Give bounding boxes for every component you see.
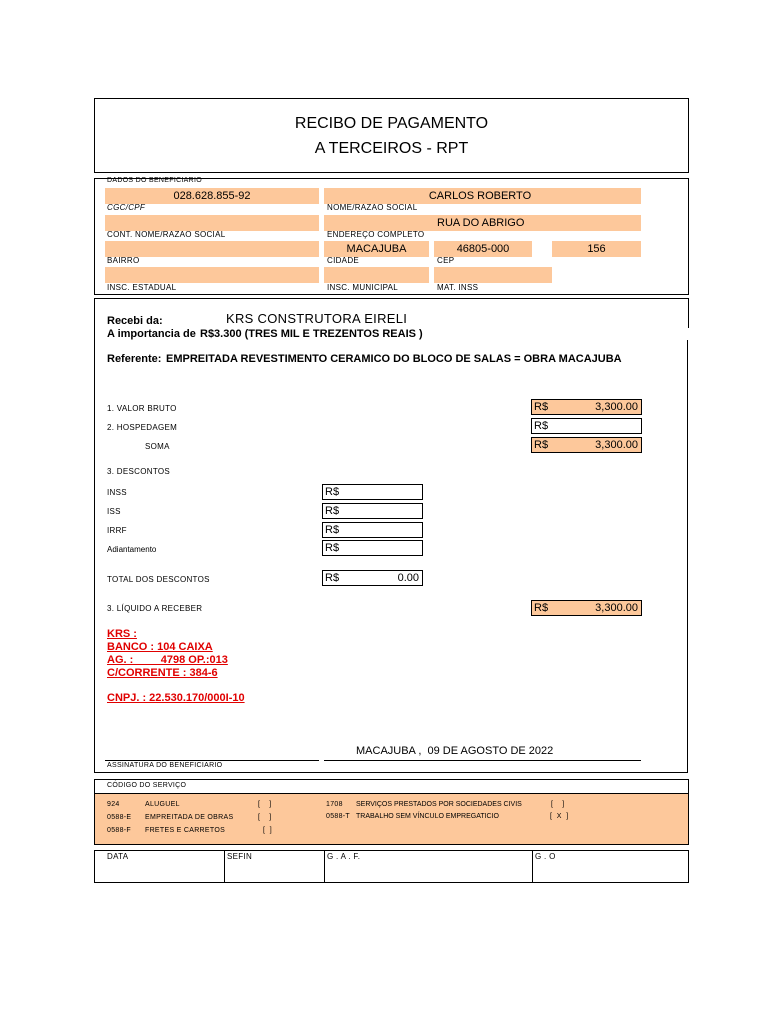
bairro-label: BAIRRO	[107, 256, 140, 265]
nome-label: NOME/RAZAO SOCIAL	[327, 203, 418, 212]
banco-conta: C/CORRENTE : 384-6	[107, 667, 218, 679]
main-box-right-lower	[687, 340, 688, 772]
servico-row-desc: SERVIÇOS PRESTADOS POR SOCIEDADES CIVIS	[356, 801, 522, 808]
servico-row-mark: [ ]	[258, 801, 272, 808]
currency-symbol: R$	[325, 486, 340, 498]
nome-value: CARLOS ROBERTO	[428, 190, 532, 202]
servico-row-desc: TRABALHO SEM VÍNCULO EMPREGATICIO	[356, 813, 500, 820]
mat-inss-label: MAT. INSS	[437, 283, 479, 292]
currency-symbol: R$	[534, 439, 549, 451]
servico-row-mark: [ ]	[258, 814, 272, 821]
total-descontos-value: 0.00	[397, 572, 419, 584]
importancia-value: R$3.300 (TRES MIL E TREZENTOS REAIS )	[200, 328, 423, 340]
adiantamento-box	[322, 540, 423, 556]
mat-inss-field	[434, 267, 552, 283]
beneficiario-section-label: DADOS DO BENEFICIARIO	[107, 177, 202, 184]
numero-value: 156	[587, 243, 606, 255]
local-data: MACAJUBA , 09 DE AGOSTO DE 2022	[356, 745, 554, 757]
footer-gaf: G . A . F.	[327, 852, 361, 861]
cep-label: CEP	[437, 256, 455, 265]
servico-row-desc: EMPREITADA DE OBRAS	[145, 814, 234, 821]
insc-municipal-field	[324, 267, 429, 283]
inss-box	[322, 484, 423, 500]
servico-row-code: 0588-E	[107, 814, 132, 821]
currency-symbol: R$	[534, 602, 549, 614]
recebi-value: KRS CONSTRUTORA EIRELI	[226, 311, 408, 326]
iss-box	[322, 503, 423, 519]
endereco-label: ENDEREÇO COMPLETO	[327, 230, 425, 239]
servico-row-code: 1708	[326, 801, 343, 808]
referente-label: Referente:	[107, 353, 162, 365]
currency-symbol: R$	[534, 401, 549, 413]
insc-municipal-label: INSC. MUNICIPAL	[327, 283, 399, 292]
servico-row-code: 0588-T	[326, 813, 350, 820]
cont-nome-field	[105, 215, 319, 231]
cep-value: 46805-000	[456, 243, 510, 255]
soma-value: 3,300.00	[595, 439, 638, 451]
cont-nome-label: CONT. NOME/RAZAO SOCIAL	[107, 230, 226, 239]
liquido-label: 3. LÍQUIDO A RECEBER	[107, 604, 203, 613]
servico-row-code: 924	[107, 801, 120, 808]
adiantamento-label: Adiantamento	[107, 545, 157, 554]
inss-label: INSS	[107, 488, 127, 497]
bairro-field	[105, 241, 319, 257]
servico-row-mark: [ ]	[551, 801, 565, 808]
servico-row-mark: [ ]	[263, 827, 272, 834]
importancia-label: A importancia de	[107, 328, 196, 340]
soma-box	[531, 437, 642, 453]
main-box-right-upper	[688, 298, 689, 328]
servico-row-desc: ALUGUEL	[145, 801, 180, 808]
cpf-label: CGC/CPF	[107, 203, 146, 212]
currency-symbol: R$	[325, 505, 340, 517]
insc-estadual-field	[105, 267, 319, 283]
hospedagem-box	[531, 418, 642, 434]
servico-row-mark: [ X ]	[550, 813, 569, 820]
liquido-box	[531, 600, 642, 616]
hospedagem-label: 2. HOSPEDAGEM	[107, 423, 178, 432]
liquido-value: 3,300.00	[595, 602, 638, 614]
cidade-label: CIDADE	[327, 256, 360, 265]
signature-line	[105, 760, 319, 761]
footer-divider	[324, 850, 325, 883]
footer-data: DATA	[107, 852, 129, 861]
insc-estadual-label: INSC. ESTADUAL	[107, 283, 177, 292]
header-box	[94, 98, 689, 173]
main-box-bottom	[94, 772, 688, 773]
endereco-value: RUA DO ABRIGO	[437, 217, 525, 229]
title-line-2: A TERCEIROS - RPT	[314, 140, 469, 157]
footer-divider	[532, 850, 533, 883]
main-box-left	[94, 298, 95, 772]
assinatura-label: ASSINATURA DO BENEFICIARIO	[107, 762, 223, 769]
banco-agencia: AG. : 4798 OP.:013	[107, 654, 228, 666]
soma-label: SOMA	[145, 442, 170, 451]
valor-bruto-label: 1. VALOR BRUTO	[107, 404, 177, 413]
servico-title: CÓDIGO DO SERVIÇO	[107, 782, 187, 789]
main-box-top	[94, 298, 689, 299]
currency-symbol: R$	[325, 572, 340, 584]
currency-symbol: R$	[534, 420, 549, 432]
total-descontos-box	[322, 570, 423, 586]
currency-symbol: R$	[325, 542, 340, 554]
date-line	[324, 760, 641, 761]
descontos-label: 3. DESCONTOS	[107, 467, 171, 476]
cidade-value: MACAJUBA	[346, 243, 407, 255]
total-descontos-label: TOTAL DOS DESCONTOS	[107, 575, 210, 584]
irrf-label: IRRF	[107, 526, 127, 535]
iss-label: ISS	[107, 507, 121, 516]
currency-symbol: R$	[325, 524, 340, 536]
valor-bruto-value: 3,300.00	[595, 401, 638, 413]
servico-row-code: 0588-F	[107, 827, 131, 834]
irrf-box	[322, 522, 423, 538]
footer-go: G . O	[535, 852, 556, 861]
valor-bruto-box	[531, 399, 642, 415]
banco-krs: KRS :	[107, 628, 137, 640]
title-line-1: RECIBO DE PAGAMENTO	[294, 115, 489, 132]
recebi-label: Recebi da:	[107, 315, 163, 327]
footer-sefin: SEFIN	[227, 852, 253, 861]
referente-value: EMPREITADA REVESTIMENTO CERAMICO DO BLOCO DE SALAS = OBRA MACAJUBA	[166, 353, 622, 365]
servico-row-desc: FRETES E CARRETOS	[145, 827, 226, 834]
footer-table	[94, 850, 689, 883]
banco-nome: BANCO : 104 CAIXA	[107, 641, 213, 653]
cpf-value: 028.628.855-92	[173, 190, 251, 202]
footer-divider	[224, 850, 225, 883]
banco-cnpj: CNPJ. : 22.530.170/000I-10	[107, 692, 245, 704]
